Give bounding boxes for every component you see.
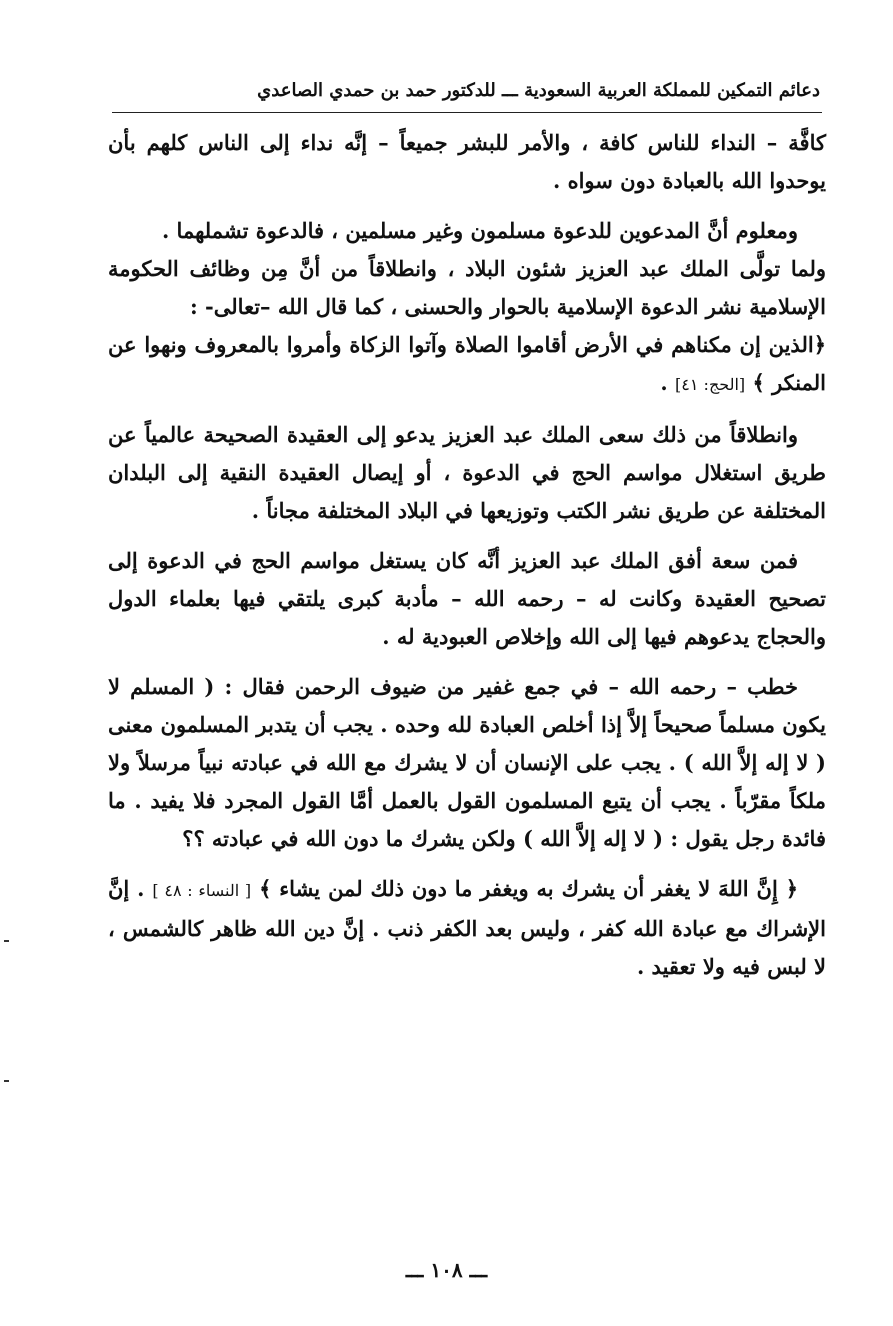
paragraph-2-text: ومعلوم أنَّ المدعوين للدعوة مسلمون وغير مسلمين ، فالدعوة تشملهما . bbox=[161, 218, 798, 243]
running-header: دعائم التمكين للمملكة العربية السعودية ـــ للدكتور حمد بن حمدي الصاعدي bbox=[257, 80, 820, 101]
scan-mark bbox=[4, 1080, 9, 1082]
paragraph-6 bbox=[108, 668, 826, 858]
quran-verse-hajj: ﴿الذين إن مكناهم في الأرض أقاموا الصلاة وآتوا الزكاة وأمروا بالمعروف ونهوا عن المنكر ﴾ bbox=[108, 332, 826, 395]
paragraph-1 bbox=[108, 124, 826, 200]
paragraph-5 bbox=[108, 542, 826, 656]
paragraph-1-text: كافَّة – النداء للناس كافة ، والأمر للبشر جميعاً – إنَّه نداء إلى الناس كلهم بأن يوحدوا الله بالعبادة دون سواه . bbox=[108, 130, 826, 193]
verse-reference-nisa: [ النساء : ٤٨ ] bbox=[152, 881, 252, 900]
paragraph-5-text: فمن سعة أفق الملك عبد العزيز أنَّه كان يستغل مواسم الحج في الدعوة إلى تصحيح العقيدة وكانت له – رحمه الله – مأدبة كبرى يلتقي فيها بعلماء الدول والحجاج يدعوهم فيها إلى الله وإخلاص العبودية له . bbox=[108, 548, 826, 649]
header-divider bbox=[112, 112, 822, 113]
paragraph-7 bbox=[108, 870, 826, 986]
paragraph-2 bbox=[108, 212, 826, 404]
verse-reference-hajj: [الحج: ٤١] bbox=[675, 375, 746, 394]
scan-mark bbox=[4, 940, 9, 942]
paragraph-6-text: خطب – رحمه الله – في جمع غفير من ضيوف الرحمن فقال : ( المسلم لا يكون مسلماً صحيحاً إلاَّ إذا أخلص العبادة لله وحده . يجب أن يتدبر المسلمون معنى ( لا إله إلاَّ الله ) . يجب على الإنسان أن لا يشرك مع الله في عبادته نبياً مرسلاً ولا ملكاً مقرّباً . يجب أن يتبع المسلمون القول بالعمل أمَّا القول المجرد فلا يفيد . ما فائدة رجل يقول : ( لا إله إلاَّ الله ) ولكن يشرك ما دون الله في عبادته ؟؟ bbox=[108, 674, 826, 851]
page-number: ـــ ١٠٨ ـــ bbox=[405, 1258, 488, 1282]
paragraph-3-end: . bbox=[660, 370, 676, 395]
quran-verse-nisa: ﴿ إِنَّ اللهَ لا يغفر أن يشرك به ويغفر ما دون ذلك لمن يشاء ﴾ bbox=[259, 876, 799, 901]
paragraph-3-intro: ولما تولَّى الملك عبد العزيز شئون البلاد ، وانطلاقاً من أنَّ مِن وظائف الحكومة الإسلامية نشر الدعوة الإسلامية بالحوار والحسنى ، كما قال الله –تعالى- : bbox=[108, 256, 826, 319]
paragraph-7-text: . إنَّ الإشراك مع عبادة الله كفر ، وليس بعد الكفر ذنب . إنَّ دين الله ظاهر كالشمس ، لا لبس فيه ولا تعقيد . bbox=[108, 876, 826, 979]
paragraph-4-text: وانطلاقاً من ذلك سعى الملك عبد العزيز يدعو إلى العقيدة الصحيحة عالمياً عن طريق استغلال مواسم الحج في الدعوة ، أو إيصال العقيدة النقية إلى البلدان المختلفة عن طريق نشر الكتب وتوزيعها في البلاد المختلفة مجاناً . bbox=[108, 422, 826, 523]
main-text bbox=[108, 124, 826, 998]
paragraph-4 bbox=[108, 416, 826, 530]
